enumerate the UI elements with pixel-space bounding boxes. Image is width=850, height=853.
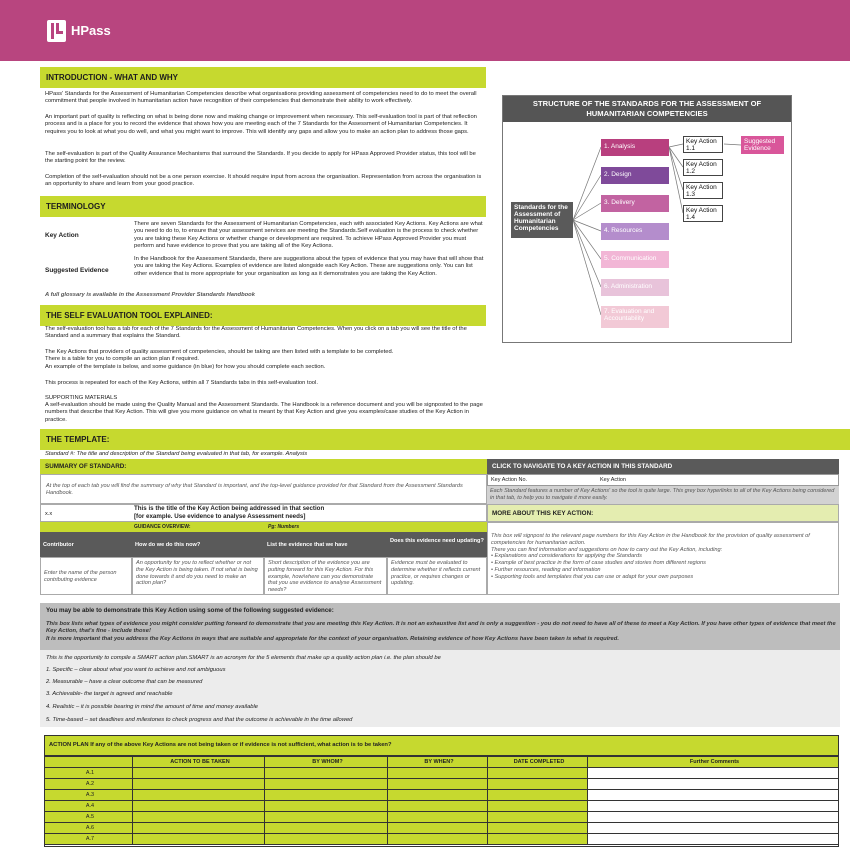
- plan-input-cell[interactable]: [133, 812, 265, 822]
- plan-col-comments: Further Comments: [689, 759, 740, 765]
- diagram-key-action-2: Key Action 1.2: [683, 159, 723, 176]
- header-banner: [0, 0, 850, 61]
- diagram-key-action-3: Key Action 1.3: [683, 182, 723, 199]
- key-action-definition: There are seven Standards for the Assessment of Humanitarian Competencies, each with associated Key Actions. Key Actions are what you need to do to, to ensure that your assessment services are meeting the Standards.Self evaluation is the process to check whether you are taking these Key Actions or whether change or development are required. To achieve HPass Approved Provider you must perform and have evidence to prove that you are taking all of the Key Actions.: [134, 221, 483, 250]
- plan-input-cell[interactable]: [488, 823, 588, 833]
- plan-input-cell[interactable]: [265, 790, 388, 800]
- glossary-note: A full glossary is available in the Assessment Provider Standards Handbook: [45, 292, 255, 298]
- tool-p1: The self-evaluation tool has a tab for each of the 7 Standards for the Assessment of Humanitarian Competencies. When you click on a tab you will see the title of the Standard and a summary that explains the Standard.: [45, 326, 467, 340]
- plan-row-label: A.2: [45, 779, 133, 789]
- more-item-1: • Explanations and considerations for applying the Standards: [491, 553, 642, 560]
- diagram-standard-5: 5. Communication: [601, 251, 669, 268]
- intro-p4: Completion of the self-evaluation should not be a one person exercise. It should require input from across the organisation. Representation from across the organisation is an opportunity to share and learn from your good practice.: [45, 174, 482, 188]
- plan-row-label: A.6: [45, 823, 133, 833]
- plan-comment-cell[interactable]: [588, 801, 838, 811]
- more-box: [487, 522, 839, 595]
- guide-how: An opportunity for you to reflect whether or not the Key Action is being taken. If not what is being done towards it and do you need to make an action plan?: [132, 557, 264, 595]
- diagram-standard-3: 3. Delivery: [601, 195, 669, 212]
- plan-input-cell[interactable]: [488, 768, 588, 778]
- nav-head[interactable]: CLICK TO NAVIGATE TO A KEY ACTION IN THIS STANDARD: [487, 459, 839, 474]
- key-action-term: Key Action: [45, 232, 79, 239]
- plan-row-label: A.5: [45, 812, 133, 822]
- summary-text: At the top of each tab you will find the summary of why that Standard is important, and the top-level guidance provided for that Standard from the Assessment Standards Handbook.: [40, 474, 487, 504]
- smart-1: 1. Specific – clear about what you want to achieve and not ambiguous: [46, 667, 226, 673]
- plan-input-cell[interactable]: [488, 790, 588, 800]
- diagram-standard-1: 1. Analysis: [601, 139, 669, 156]
- smart-3: 3. Achievable- the target is agreed and reachable: [46, 691, 173, 697]
- guide-list: Short description of the evidence you are putting forward for this Key Action. For this example, how/where can you demonstrate that you use evidence to analyse Assessment needs?: [264, 557, 387, 595]
- plan-row: [45, 823, 838, 834]
- intro-heading: INTRODUCTION - WHAT AND WHY: [40, 67, 486, 88]
- guidance-label: GUIDANCE OVERVIEW:: [134, 524, 191, 530]
- plan-input-cell[interactable]: [265, 801, 388, 811]
- plan-header-row: [45, 757, 838, 768]
- plan-input-cell[interactable]: [265, 812, 388, 822]
- plan-input-cell[interactable]: [133, 834, 265, 844]
- plan-row: [45, 801, 838, 812]
- smart-2: 2. Measurable – have a clear outcome that can be measured: [46, 679, 203, 685]
- diagram-key-action-4: Key Action 1.4: [683, 205, 723, 222]
- plan-input-cell[interactable]: [388, 779, 488, 789]
- plan-input-cell[interactable]: [265, 823, 388, 833]
- plan-comment-cell[interactable]: [588, 768, 838, 778]
- plan-input-cell[interactable]: [388, 790, 488, 800]
- plan-row: [45, 779, 838, 790]
- more-item-3: • Further resources, reading and information: [491, 566, 601, 573]
- plan-row: [45, 790, 838, 801]
- summary-head: SUMMARY OF STANDARD:: [40, 459, 487, 474]
- plan-row: [45, 834, 838, 845]
- intro-p1: HPass' Standards for the Assessment of Humanitarian Competencies describe what organisations providing assessment of competencies need to do to meet the overall commitment that people involved in humanitarian action have recognition of their competencies that demonstrate their ability to work effectively.: [45, 91, 477, 105]
- terminology-heading: TERMINOLOGY: [40, 196, 486, 217]
- plan-input-cell[interactable]: [388, 801, 488, 811]
- intro-p2: An important part of quality is reflecting on what is being done now and making change or improvement when necessary. This self-evaluation tool is part of that reflection process and is a place for you to record the evidence that shows how you are meeting each of the 7 Standards for the Assessment of Humanitarian Competencies. It requires you to look at what you do well, and what you might want to improve. This will identify any gaps and allow you to make an action plan to address those gaps.: [45, 114, 477, 135]
- evidence-definition: In the Handbook for the Assessment Standards, there are suggestions about the types of evidence that you may have that will show that you are taking the Key Actions. Examples of evidence are listed alongside each Key Action. These are suggestions only. You can list other evidence that is more appropriate for your organisation as long as it demonstrates you are taking the Key Action.: [134, 256, 484, 277]
- plan-col-when: BY WHEN?: [388, 757, 488, 767]
- plan-input-cell[interactable]: [133, 801, 265, 811]
- hpass-logo-icon: [47, 20, 66, 42]
- more-head: MORE ABOUT THIS KEY ACTION:: [487, 504, 839, 522]
- plan-input-cell[interactable]: [133, 823, 265, 833]
- tool-p5: This process is repeated for each of the Key Actions, within all 7 Standards tabs in this self-evaluation tool.: [45, 380, 318, 386]
- plan-comment-cell[interactable]: [588, 823, 838, 833]
- plan-col-whom: BY WHOM?: [265, 757, 388, 767]
- plan-input-cell[interactable]: [388, 812, 488, 822]
- plan-input-cell[interactable]: [488, 779, 588, 789]
- plan-comment-cell[interactable]: [588, 790, 838, 800]
- template-heading: THE TEMPLATE:: [40, 429, 850, 450]
- plan-row-label: A.4: [45, 801, 133, 811]
- smart-5: 5. Time-based – set deadlines and milestones to check progress and that the outcome is achievable in the time allowed: [46, 717, 353, 723]
- diagram-standard-2: 2. Design: [601, 167, 669, 184]
- diagram-root: Standards for the Assessment of Humanitarian Competencies: [511, 202, 573, 238]
- tool-p3: There is a table for you to compile an action plan if required.: [45, 356, 200, 362]
- more-item-0: There you can find information and suggestions on how to carry out the Key Action, including:: [491, 546, 723, 553]
- plan-input-cell[interactable]: [265, 834, 388, 844]
- diagram-standard-6: 6. Administration: [601, 279, 669, 296]
- diagram-title: STRUCTURE OF THE STANDARDS FOR THE ASSESSMENT OF HUMANITARIAN COMPETENCIES: [503, 96, 791, 122]
- demo-text-1: This box lists what types of evidence you might consider putting forward to demonstrate that you are meeting this Key Action. It is not an exhaustive list and is only a suggestion - you do not need to have all of these to meet a Key Action. If you have other types of evidence that meet the Key Action, that's fine - include those!: [46, 621, 836, 635]
- plan-comment-cell[interactable]: [588, 812, 838, 822]
- plan-input-cell[interactable]: [133, 768, 265, 778]
- nav-col2: Key Action: [600, 477, 626, 483]
- diagram-key-action-1: Key Action 1.1: [683, 136, 723, 153]
- nav-col1: Key Action No.: [491, 477, 528, 483]
- plan-input-cell[interactable]: [488, 801, 588, 811]
- more-item-2: • Example of best practice in the form of case studies and stories from different regions: [491, 560, 706, 567]
- plan-input-cell[interactable]: [133, 779, 265, 789]
- plan-input-cell[interactable]: [133, 790, 265, 800]
- page-numbers: Pg: Numbers: [268, 524, 300, 530]
- tool-p6: SUPPORTING MATERIALS: [45, 395, 118, 401]
- more-text: This box will signpost to the relevant page numbers for this Key Action in the Handbook for the provision of quality assessment of competencies for humanitarian action.: [491, 533, 810, 546]
- nav-note: Each Standard features a number of Key Actions' so the tool is quite large. This grey box hyperlinks to all of the Key Actions being considered in that tab, to help you to navigate it more easily.: [487, 486, 839, 504]
- col-update: Does this evidence need updating?: [387, 532, 487, 557]
- plan-comment-cell[interactable]: [588, 779, 838, 789]
- plan-input-cell[interactable]: [265, 779, 388, 789]
- tool-p2: The Key Actions that providers of quality assessment of competencies, should be taking are then listed with a template to be completed.: [45, 349, 394, 355]
- plan-input-cell[interactable]: [265, 768, 388, 778]
- action-plan-table: [44, 756, 839, 847]
- diagram-evidence: Suggested Evidence: [741, 136, 784, 154]
- structure-diagram: [502, 95, 792, 343]
- guide-update: Evidence must be evaluated to determine whether it reflects current practice, or requires changes or updating.: [387, 557, 487, 595]
- plan-row: [45, 812, 838, 823]
- more-item-4: • Supporting tools and templates that you can use or adapt for your own purposes: [491, 573, 694, 580]
- plan-col-blank: [45, 757, 133, 767]
- demo-head: You may be able to demonstrate this Key Action using some of the following suggested evidence:: [46, 607, 334, 614]
- plan-head: ACTION PLAN If any of the above Key Actions are not being taken or if evidence is not sufficient, what action is to be taken?: [44, 735, 839, 756]
- demo-text-2: It is more important that you address the Key Actions in ways that are suitable and appropriate for the context of your organisation. Retaining evidence of how Key Actions have been taken is what is required.: [46, 636, 619, 642]
- smart-band: [40, 650, 840, 727]
- tool-p4: An example of the template is below, and some guidance (in blue) for how you should complete each section.: [45, 364, 326, 370]
- guidance-bar: [40, 522, 487, 532]
- plan-row-label: A.3: [45, 790, 133, 800]
- col-list: List the evidence that we have: [264, 532, 387, 557]
- plan-col-date: DATE COMPLETED: [488, 757, 588, 767]
- plan-input-cell[interactable]: [488, 812, 588, 822]
- plan-input-cell[interactable]: [388, 768, 488, 778]
- tool-p7: A self-evaluation should be made using the Quality Manual and the Assessment Standards. The Handbook is a reference document and you will be signposted to the page numbers that describe that Key Action. This will give you more guidance on what is meant by that Key Action and give you examples/case studies of the Key Action in practice.: [45, 402, 483, 423]
- tool-heading: THE SELF EVALUATION TOOL EXPLAINED:: [40, 305, 486, 326]
- col-how: How do we do this now?: [132, 532, 264, 557]
- plan-rows: [45, 768, 838, 845]
- plan-input-cell[interactable]: [388, 823, 488, 833]
- plan-row-label: A.7: [45, 834, 133, 844]
- standard-note: Standard #: The title and description of the Standard being evaluated in that tab, for example. Analysis: [45, 451, 308, 457]
- nav-columns: [487, 474, 839, 486]
- diagram-standard-4: 4. Resources: [601, 223, 669, 240]
- smart-4: 4. Realistic – it is possible bearing in mind the amount of time and money available: [46, 704, 259, 710]
- plan-comment-cell[interactable]: [588, 834, 838, 844]
- plan-input-cell[interactable]: [488, 834, 588, 844]
- key-action-title: This is the title of the Key Action being addressed in that section: [134, 505, 325, 512]
- diagram-standard-7: 7. Evaluation and Accountability: [601, 306, 669, 328]
- col-contributor: Contributor: [40, 532, 132, 557]
- plan-row: [45, 768, 838, 779]
- plan-col-action: ACTION TO BE TAKEN: [133, 757, 265, 767]
- key-action-sub: [for example. Use evidence to analyse Assessment needs]: [134, 513, 306, 520]
- smart-intro: This is the opportunity to compile a SMART action plan.SMART is an acronym for the 5 elements that make up a quality action plan i.e. the plan should be: [46, 655, 441, 661]
- plan-input-cell[interactable]: [388, 834, 488, 844]
- brand-name: HPass: [71, 23, 111, 38]
- key-action-number: x.x: [45, 511, 53, 517]
- guide-contributor: Enter the name of the person contributing evidence: [40, 557, 132, 595]
- evidence-term: Suggested Evidence: [45, 267, 109, 274]
- intro-p3: The self-evaluation is part of the Quality Assurance Mechanisms that surround the Standards. If you decide to apply for HPass Approved Provider status, this tool will be the starting point for the review.: [45, 151, 476, 165]
- plan-row-label: A.1: [45, 768, 133, 778]
